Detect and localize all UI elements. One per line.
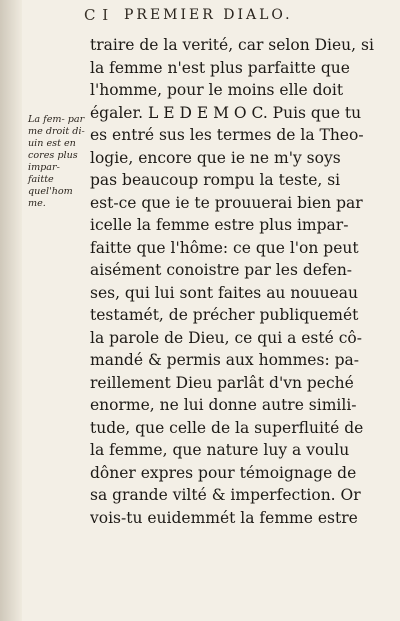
text-line: ses, qui lui sont faites au nouueau xyxy=(90,283,359,302)
text-line: aisément conoistre par les defen- xyxy=(90,261,353,279)
running-head: PREMIER DIALO. xyxy=(124,7,293,23)
text-line: la femme n'est plus parfaitte que xyxy=(90,58,350,77)
marginal-line: me. xyxy=(28,198,46,209)
marginal-note xyxy=(28,114,90,210)
marginal-line: La fem- par xyxy=(28,114,85,125)
text-line: faitte que l'hôme: ce que l'on peut xyxy=(90,238,359,257)
text-line: l'homme, pour le moins elle doit xyxy=(90,81,344,99)
text-line: est-ce que ie te prouuerai bien par xyxy=(90,193,363,212)
page-gutter xyxy=(0,0,22,621)
text-line: enorme, ne lui donne autre simili- xyxy=(90,396,357,414)
page-header xyxy=(84,6,384,26)
marginal-line: me droit di- xyxy=(28,126,85,137)
text-line: reillement Dieu parlât d'vn peché xyxy=(90,373,354,392)
text-line: sa grande vilté & imperfection. Or xyxy=(90,486,361,504)
text-line: logie, encore que ie ne m'y soys xyxy=(90,148,341,167)
text-line: la femme, que nature luy a voulu xyxy=(90,441,350,459)
text-line: égaler. L E D E M O C. Puis que tu xyxy=(90,103,362,122)
text-line: tude, que celle de la superfluité de xyxy=(90,418,364,437)
text-line: dôner expres pour témoignage de xyxy=(90,463,357,482)
folio: C I xyxy=(84,6,110,24)
marginal-line: cores plus xyxy=(28,150,78,161)
text-line: traire de la verité, car selon Dieu, si xyxy=(90,36,374,54)
text-line: vois-tu euidemmét la femme estre xyxy=(90,508,358,527)
text-line: pas beaucoup rompu la teste, si xyxy=(90,171,341,189)
marginal-line: quel'hom xyxy=(28,186,73,197)
text-line: mandé & permis aux hommes: pa- xyxy=(90,351,359,369)
text-line: icelle la femme estre plus impar- xyxy=(90,216,349,234)
text-line: la parole de Dieu, ce qui a esté cô- xyxy=(90,328,362,347)
text-line: es entré sus les termes de la Theo- xyxy=(90,126,364,144)
text-line: testamét, de précher publiquemét xyxy=(90,306,359,324)
body-text xyxy=(90,34,386,529)
marginal-line: faitte xyxy=(28,174,54,185)
marginal-line: uin est en xyxy=(28,138,76,149)
marginal-line: impar- xyxy=(28,162,60,173)
